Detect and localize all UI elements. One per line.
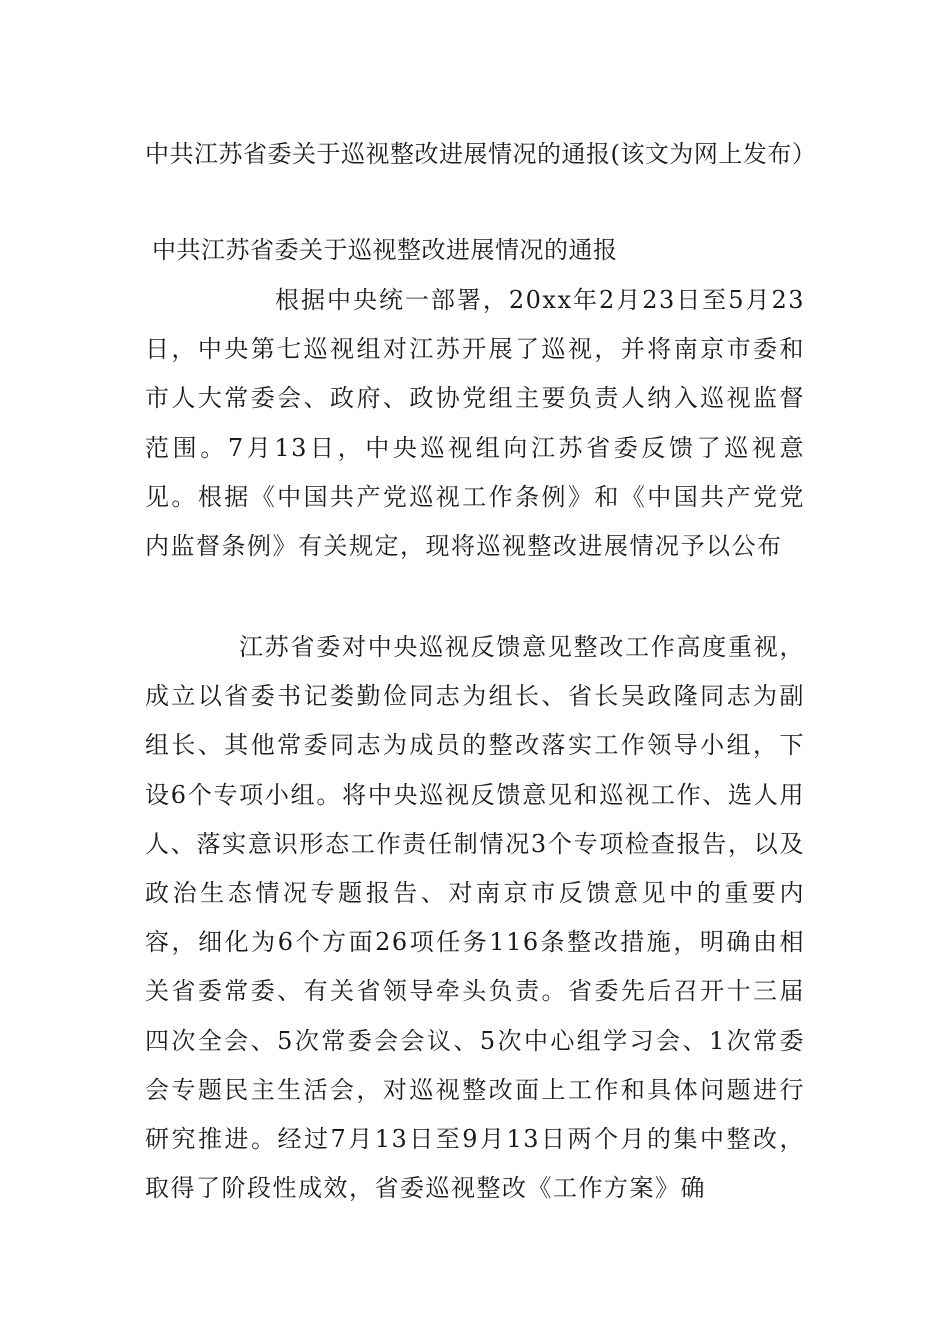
body-paragraph-2: 江苏省委对中央巡视反馈意见整改工作高度重视，成立以省委书记娄勤俭同志为组长、省长吴政隆同志为副组长、其他常委同志为成员的整改落实工作领导小组，下设6个专项小组。将中央巡视反馈意见和巡视工作、选人用人、落实意识形态工作责任制情况3个专项检查报告，以及政治生态情况专题报告、对南京市反馈意见中的重要内容，细化为6个方面26项任务116条整改措施，明确由相关省委常委、有关省领导牵头负责。省委先后召开十三届四次全会、5次常委会会议、5次中心组学习会、1次常委会专题民主生活会，对巡视整改面上工作和具体问题进行研究推进。经过7月13日至9月13日两个月的集中整改，取得了阶段性成效，省委巡视整改《工作方案》确 [145,633,805,1203]
body-paragraph-1: 根据中央统一部署，20xx年2月23日至5月23日，中央第七巡视组对江苏开展了巡视，并将南京市委和市人大常委会、政府、政协党组主要负责人纳入巡视监督范围。7月13日，中央巡视组向江苏省委反馈了巡视意见。根据《中国共产党巡视工作条例》和《中国共产党党内监督条例》有关规定，现将巡视整改进展情况予以公布 [145,286,805,561]
document-title: 中共江苏省委关于巡视整改进展情况的通报(该文为网上发布） [145,140,817,168]
document-subtitle: 中共江苏省委关于巡视整改进展情况的通报 [152,236,618,264]
